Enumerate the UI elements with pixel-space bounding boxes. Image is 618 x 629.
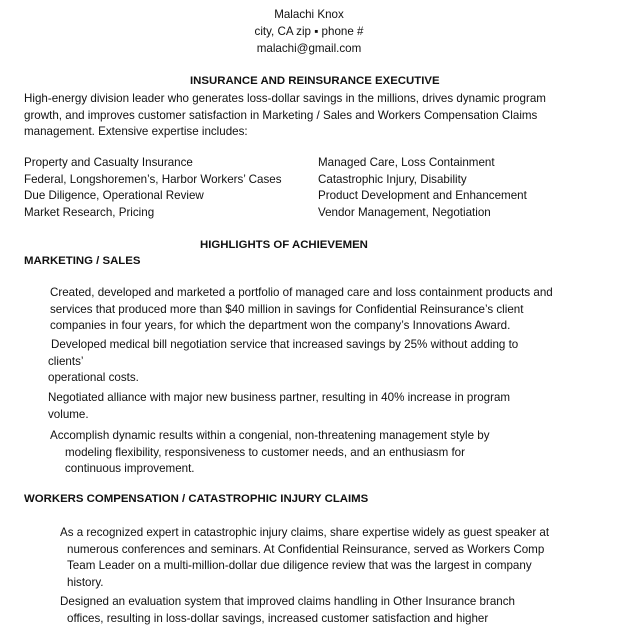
summary-line: High-energy division leader who generates loss-dollar savings in the millions, drives dynamic program [24,92,546,105]
expertise-item: Managed Care, Loss Containment [318,156,495,169]
expertise-item: Vendor Management, Negotiation [318,206,491,220]
marketing-item [48,390,510,423]
item-line: operational costs. [48,371,139,385]
expertise-item: Catastrophic Injury, Disability [318,172,467,186]
item-line: Team Leader on a multi-million-dollar due diligence review that was the largest in company [67,559,532,573]
expertise-item: Due Diligence, Operational Review [24,189,204,203]
expertise-item: Market Research, Pricing [24,206,155,220]
workers-item [60,525,549,592]
summary-line: growth, and improves customer satisfaction in Marketing / Sales and Workers Compensation Claims [24,108,538,122]
item-line: As a recognized expert in catastrophic injury claims, share expertise widely as guest speaker at [60,526,550,539]
expertise-item: Product Development and Enhancement [318,189,527,203]
contact-address: city, CA zip ▪ phone # [254,25,364,38]
contact-email: malachi@gmail.com [256,42,362,55]
workers-heading: WORKERS COMPENSATION / CATASTROPHIC INJURY CLAIMS [24,493,369,505]
candidate-name: Malachi Knox [274,8,344,21]
item-line: history. [67,576,104,590]
marketing-heading: MARKETING / SALES [24,255,141,267]
item-line: offices, resulting in loss-dollar savings, increased customer satisfaction and higher [67,611,489,625]
item-line: Accomplish dynamic results within a congenial, non-threatening management style by [50,429,490,442]
item-line: Designed an evaluation system that improved claims handling in Other Insurance branch [60,595,515,608]
expertise-left-column [24,155,282,222]
item-line: continuous improvement. [65,462,195,476]
expertise-item: Federal, Longshoremen’s, Harbor Workers’ Cases [24,172,282,186]
item-line: companies in four years, for which the department won the company’s Innovations Award. [50,319,511,333]
marketing-item [50,428,490,478]
summary-line: management. Extensive expertise includes: [24,125,248,139]
workers-item [60,594,515,627]
marketing-item [50,337,518,387]
marketing-item [50,285,553,335]
item-line: Negotiated alliance with major new business partner, resulting in 40% increase in program [48,391,511,404]
item-line: modeling flexibility, responsiveness to customer needs, and an enthusiasm for [65,445,465,459]
item-line: numerous conferences and seminars. At Confidential Reinsurance, served as Workers Comp [67,542,545,556]
item-line: Created, developed and marketed a portfolio of managed care and loss containment products and [50,286,553,299]
item-line: Developed medical bill negotiation service that increased savings by 25% without adding to [51,338,519,351]
expertise-right-column [318,155,527,222]
item-line: volume. [48,407,89,421]
item-line: services that produced more than $40 million in savings for Confidential Reinsurance’s client [50,302,524,316]
item-line: clients’ [48,354,84,368]
profile-title: INSURANCE AND REINSURANCE EXECUTIVE [190,75,440,87]
profile-summary [24,91,546,141]
highlights-title: HIGHLIGHTS OF ACHIEVEMEN [200,239,368,251]
expertise-item: Property and Casualty Insurance [24,156,193,169]
